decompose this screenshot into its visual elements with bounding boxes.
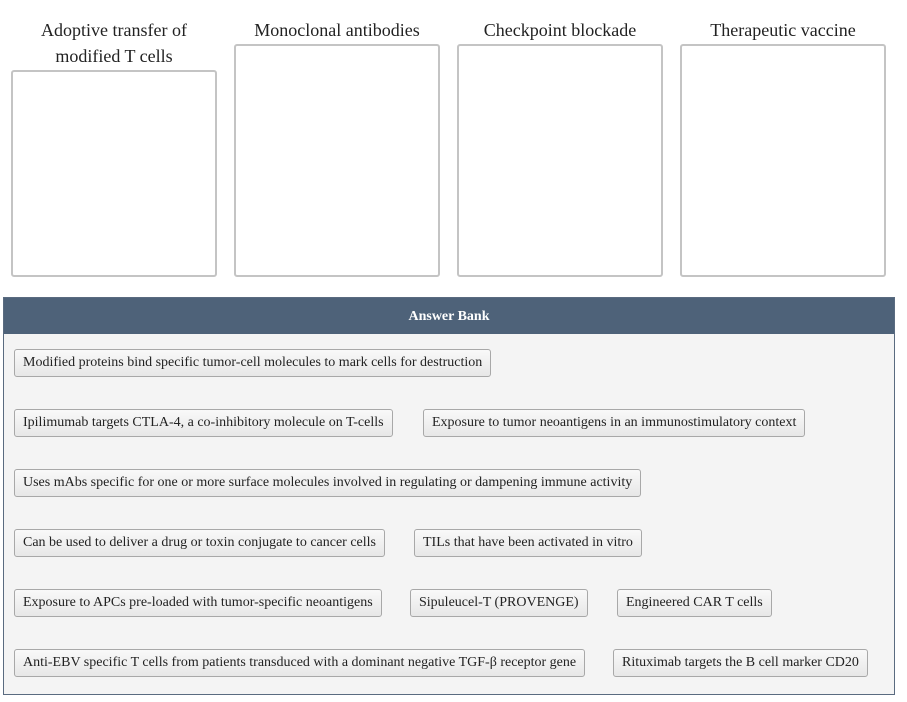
answer-bank-title: Answer Bank <box>4 298 894 334</box>
answer-chip[interactable]: Ipilimumab targets CTLA-4, a co-inhibitory molecule on T-cells <box>14 409 393 437</box>
answer-bank <box>3 297 895 695</box>
bin-title <box>11 17 217 69</box>
drop-zone-adoptive-transfer[interactable] <box>11 70 217 277</box>
answer-chip[interactable]: Exposure to tumor neoantigens in an immunostimulatory context <box>423 409 805 437</box>
answer-chip[interactable]: Uses mAbs specific for one or more surface molecules involved in regulating or dampening immune activity <box>14 469 641 497</box>
bin-title: Therapeutic vaccine <box>710 20 856 40</box>
bin-title: Checkpoint blockade <box>483 20 637 40</box>
answer-chip[interactable]: Modified proteins bind specific tumor-cell molecules to mark cells for destruction <box>14 349 491 377</box>
answer-chip[interactable]: Anti-EBV specific T cells from patients transduced with a dominant negative TGF-β receptor gene <box>14 649 585 677</box>
answer-chip[interactable]: Can be used to deliver a drug or toxin conjugate to cancer cells <box>14 529 385 557</box>
bin-title: Monoclonal antibodies <box>254 20 420 40</box>
answer-chip[interactable]: Rituximab targets the B cell marker CD20 <box>613 649 868 677</box>
answer-chip[interactable]: Exposure to APCs pre-loaded with tumor-specific neoantigens <box>14 589 382 617</box>
answer-chip[interactable]: Sipuleucel-T (PROVENGE) <box>410 589 588 617</box>
answer-chip[interactable]: TILs that have been activated in vitro <box>414 529 642 557</box>
drop-zone-therapeutic-vaccine[interactable] <box>680 44 886 277</box>
bin-title-line: modified T cells <box>55 46 173 66</box>
answer-chip[interactable]: Engineered CAR T cells <box>617 589 772 617</box>
category-bins <box>0 0 907 290</box>
drop-zone-monoclonal-antibodies[interactable] <box>234 44 440 277</box>
bin-title-line: Adoptive transfer of <box>41 20 187 40</box>
drop-zone-checkpoint-blockade[interactable] <box>457 44 663 277</box>
